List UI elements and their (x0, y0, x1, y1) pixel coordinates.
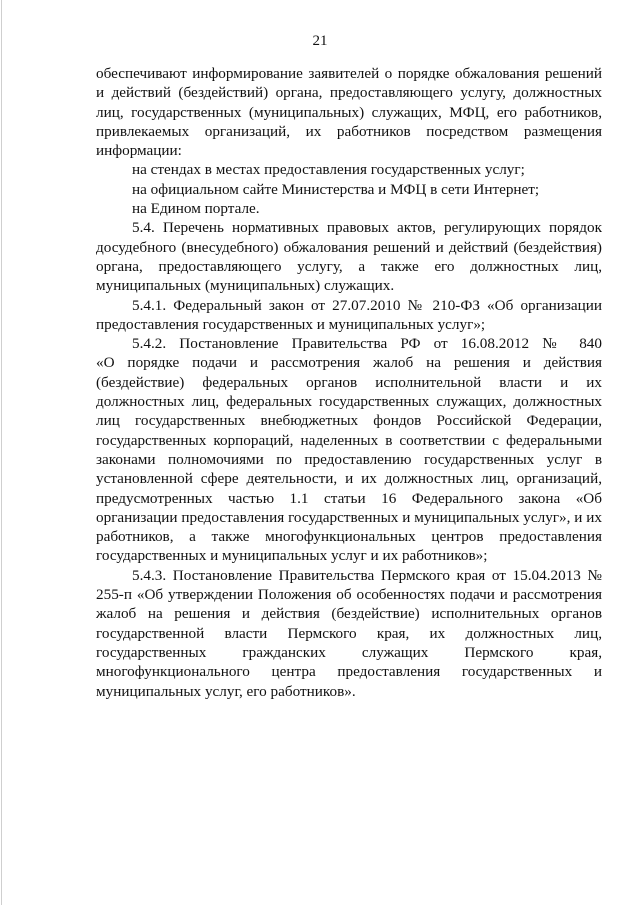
text-line: установленной сфере деятельности, и их должностных лиц, организаций, (96, 470, 602, 488)
text-line: многофункционального центра предоставления государственных и (96, 663, 602, 681)
text-line: органа, предоставляющего услугу, а также его должностных лиц, (96, 257, 602, 275)
text-line: (бездействие) федеральных органов исполнительной власти и их (96, 373, 602, 391)
text-line: муниципальных (муниципальных) служащих. (96, 277, 395, 295)
text-line: 5.4.3. Постановление Правительства Пермского края от 15.04.2013 № (132, 566, 602, 584)
text-line: организации предоставления государственных и муниципальных услуг», и их (96, 508, 602, 526)
text-line: лиц, государственных (муниципальных) служащих, МФЦ, его работников, (96, 103, 602, 121)
text-line: на официальном сайте Министерства и МФЦ в сети Интернет; (132, 180, 540, 198)
text-line: государственной власти Пермского края, их должностных лиц, (96, 624, 602, 642)
text-line: досудебного (внесудебного) обжалования решений и действий (бездействия) (96, 238, 602, 256)
text-line: предусмотренных частью 1.1 статьи 16 Федерального закона «Об (96, 489, 602, 507)
text-line: 255-п «Об утверждении Положения об особенностях подачи и рассмотрения (96, 586, 602, 604)
text-line: должностных лиц, федеральных государственных служащих, должностных (96, 393, 602, 411)
text-line: обеспечивают информирование заявителей о порядке обжалования решений (96, 65, 602, 82)
text-line: и действий (бездействий) органа, предоставляющего услугу, должностных (96, 84, 602, 102)
text-line: муниципальных услуг, его работников». (96, 682, 356, 700)
text-line: 5.4.2. Постановление Правительства РФ от 16.08.2012 № 840 (132, 335, 602, 353)
text-line: законами полномочиями по предоставлению государственных услуг в (96, 450, 602, 468)
text-line: привлекаемых организаций, их работников посредством размещения (96, 122, 602, 140)
text-line: жалоб на решения и действия (бездействие) исполнительных органов (96, 605, 602, 623)
scan-edge-line (1, 0, 2, 905)
text-line: 5.4. Перечень нормативных правовых актов, регулирующих порядок (132, 219, 602, 237)
page-number: 21 (312, 33, 328, 49)
document-body (96, 64, 602, 701)
text-line: информации: (96, 142, 182, 160)
text-line: на стендах в местах предоставления государственных услуг; (132, 161, 525, 179)
text-line: 5.4.1. Федеральный закон от 27.07.2010 № 210-ФЗ «Об организации (132, 296, 602, 314)
text-line: работников, а также многофункциональных центров предоставления (96, 528, 602, 546)
text-line: государственных и муниципальных услуг и их работников»; (96, 547, 488, 565)
text-line: на Едином портале. (132, 200, 260, 218)
text-line: государственных гражданских служащих Пермского края, (96, 643, 602, 661)
text-line: «О порядке подачи и рассмотрения жалоб на решения и действия (96, 354, 602, 372)
text-line: государственных корпораций, наделенных в соответствии с федеральными (96, 431, 602, 449)
text-line: лиц государственных внебюджетных фондов Российской Федерации, (96, 412, 602, 430)
text-line: предоставления государственных и муниципальных услуг»; (96, 315, 486, 333)
